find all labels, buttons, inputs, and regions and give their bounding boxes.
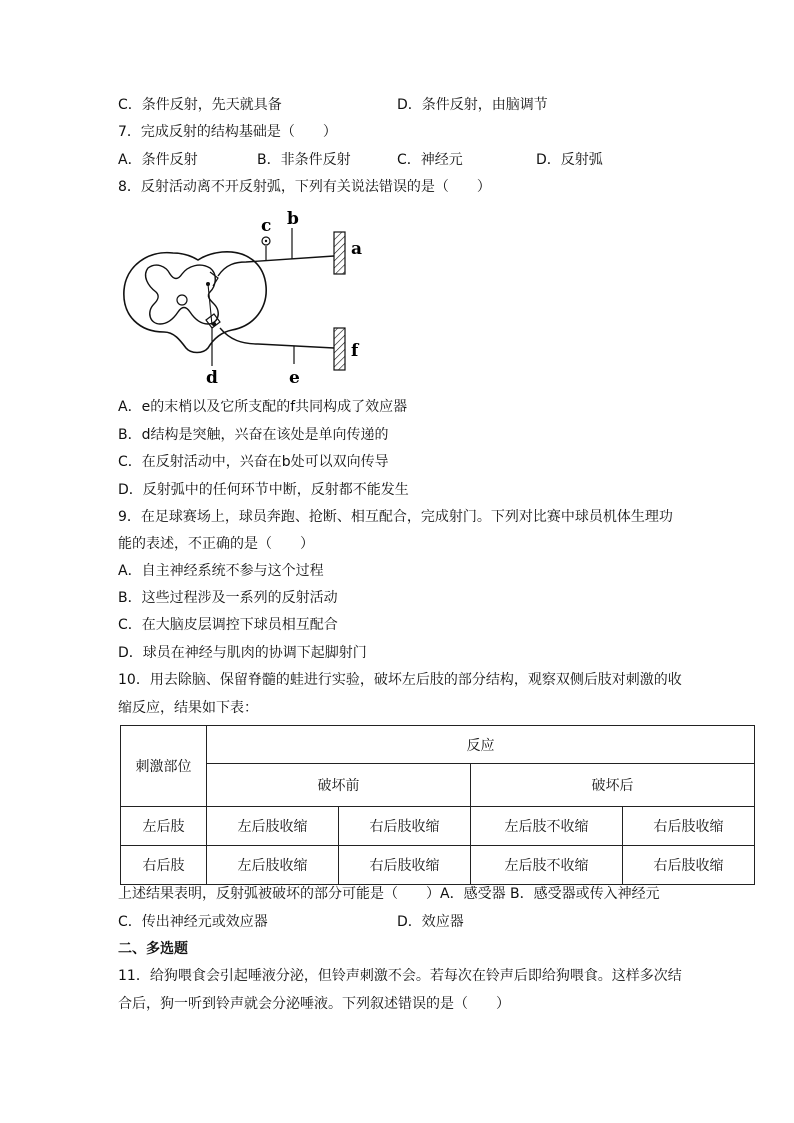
q9-stem-line2: 能的表述，不正确的是（ ） xyxy=(118,536,314,552)
q9-option-b: B．这些过程涉及一系列的反射活动 xyxy=(118,590,338,606)
results-table xyxy=(120,725,755,885)
table-header-after: 破坏后 xyxy=(471,764,755,807)
q9-stem-line1: 9．在足球赛场上，球员奔跑、抢断、相互配合，完成射门。下列对比赛中球员机体生理功 xyxy=(118,509,673,525)
q11-stem-line1: 11．给狗喂食会引起唾液分泌，但铃声刺激不会。若每次在铃声后即给狗喂食。这样多次结 xyxy=(118,968,682,984)
table-cell: 左后肢收缩 xyxy=(207,846,339,885)
q10-stem-line1: 10．用去除脑、保留脊髓的蛙进行实验，破坏左后肢的部分结构，观察双侧后肢对刺激的收 xyxy=(118,672,682,688)
efferent-neuron-e xyxy=(220,328,334,348)
table-cell: 左后肢 xyxy=(121,807,207,846)
figure-label-e: e xyxy=(289,368,300,388)
table-cell: 右后肢 xyxy=(121,846,207,885)
afferent-neuron-b xyxy=(218,256,334,276)
table-cell: 右后肢收缩 xyxy=(339,846,471,885)
table-header-response: 反应 xyxy=(207,726,755,764)
receptor-a xyxy=(334,232,345,274)
reflex-arc-figure xyxy=(118,208,378,390)
q10-option-d: D．效应器 xyxy=(397,914,464,930)
q9-option-c: C．在大脑皮层调控下球员相互配合 xyxy=(118,617,338,633)
q10-option-c: C．传出神经元或效应器 xyxy=(118,914,268,930)
figure-label-d: d xyxy=(206,368,218,388)
q10-stem-line2: 缩反应，结果如下表： xyxy=(118,700,258,716)
figure-label-c: c xyxy=(261,216,272,236)
table-header-site: 刺激部位 xyxy=(121,726,207,807)
table-cell: 左后肢不收缩 xyxy=(471,846,623,885)
q7-option-c: C．神经元 xyxy=(397,152,463,168)
figure-label-f: f xyxy=(351,341,359,361)
table-cell: 右后肢收缩 xyxy=(339,807,471,846)
spinal-cord-outline xyxy=(124,252,266,353)
q6-option-d: D．条件反射，由脑调节 xyxy=(397,97,548,113)
q9-option-d: D．球员在神经与肌肉的协调下起脚射门 xyxy=(118,645,367,661)
table-cell: 左后肢不收缩 xyxy=(471,807,623,846)
table-row xyxy=(121,807,755,846)
table-cell: 右后肢收缩 xyxy=(623,846,755,885)
q7-option-a: A．条件反射 xyxy=(118,152,198,168)
table-header-before: 破坏前 xyxy=(207,764,471,807)
figure-label-b: b xyxy=(287,209,299,229)
section-title-multiple-choice: 二、多选题 xyxy=(118,941,188,957)
q6-option-c: C．条件反射，先天就具备 xyxy=(118,97,282,113)
central-canal xyxy=(177,295,187,305)
q8-option-c: C．在反射活动中，兴奋在b处可以双向传导 xyxy=(118,454,389,470)
figure-label-a: a xyxy=(351,239,363,259)
q11-stem-line2: 合后，狗一听到铃声就会分泌唾液。下列叙述错误的是（ ） xyxy=(118,996,510,1012)
q8-option-a: A．e的末梢以及它所支配的f共同构成了效应器 xyxy=(118,399,408,415)
q9-option-a: A．自主神经系统不参与这个过程 xyxy=(118,563,324,579)
q7-option-d: D．反射弧 xyxy=(536,152,603,168)
q7-stem: 7．完成反射的结构基础是（ ） xyxy=(118,124,337,140)
q10-conclusion: 上述结果表明，反射弧被破坏的部分可能是（ ）A．感受器 B．感受器或传入神经元 xyxy=(118,886,660,902)
table-cell: 左后肢收缩 xyxy=(207,807,339,846)
q8-option-b: B．d结构是突触，兴奋在该处是单向传递的 xyxy=(118,427,389,443)
q7-option-b: B．非条件反射 xyxy=(257,152,351,168)
effector-f xyxy=(334,328,345,370)
table-cell: 右后肢收缩 xyxy=(623,807,755,846)
table-row xyxy=(121,846,755,885)
q8-option-d: D．反射弧中的任何环节中断，反射都不能发生 xyxy=(118,482,409,498)
q8-stem: 8．反射活动离不开反射弧，下列有关说法错误的是（ ） xyxy=(118,179,491,195)
